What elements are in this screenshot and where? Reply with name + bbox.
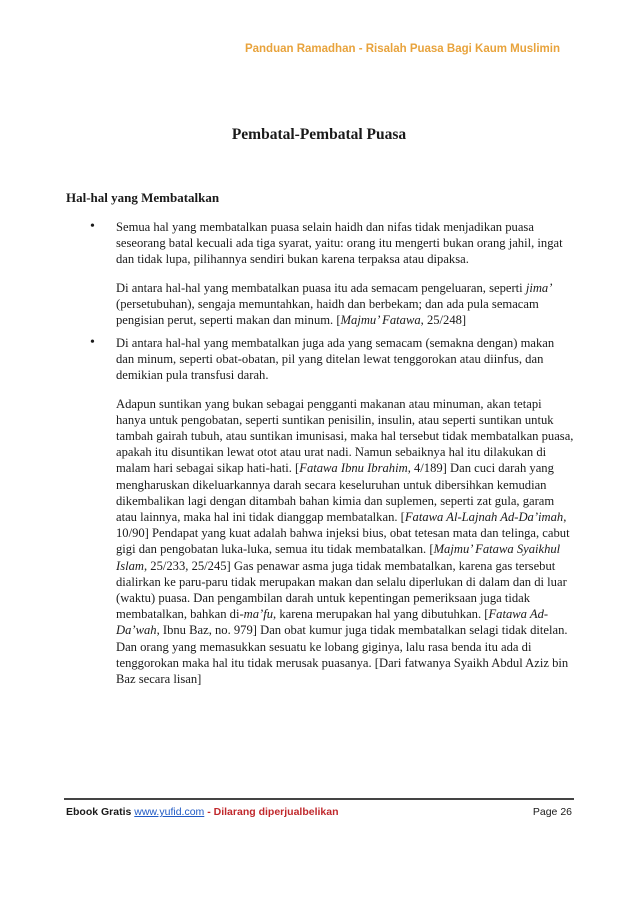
text-span: (persetubuhan), sengaja memuntahkan, haidh dan berbekam; dan ada pula semacam pengisian perut, seperti makan dan minum. [ (116, 296, 539, 328)
citation-title: Fatawa Al-Lajnah Ad-Da’imah (404, 510, 564, 525)
page-title: Pembatal-Pembatal Puasa (231, 126, 407, 143)
footer-prefix: Ebook Gratis (66, 806, 135, 818)
paragraph: Di antara hal-hal yang membatalkan juga ada yang semacam (semakna dengan) makan dan minum, seperti obat-obatan, pil yang ditelan lewat tenggorokan atau diinfus, dan demikian pula transfusi darah. (116, 336, 555, 383)
running-header: Panduan Ramadhan - Risalah Puasa Bagi Kaum Muslimin (244, 43, 560, 55)
footer-left (66, 806, 339, 818)
footer-divider (64, 798, 574, 800)
section-heading: Hal-hal yang Membatalkan (66, 190, 220, 205)
bullet-icon: • (90, 219, 95, 234)
page-number: Page 26 (532, 806, 572, 818)
text-span: , 4/189] Dan cuci darah yang mengharuskan dikeluarkannya darah secara keseluruhan untuk dibersihkan kemudian dikembalikan lagi dengan ditambah bahan kimia dan suplemen, seperti zat gula, garam atau lainnya, maka hal ini tidak dianggap membatalkan. [ (116, 461, 555, 525)
paragraph (116, 396, 574, 688)
text-span: , karena merupakan hal yang dibutuhkan. [ (273, 607, 489, 622)
text-span: , 10/90] Pendapat yang kuat adalah bahwa injeksi bius, obat tetesan mata dan telinga, cabut gigi dan pengobatan luka-luka, semua itu tidak membatalkan. [ (116, 510, 570, 557)
citation-title: Fatawa Ad-Da’wah (116, 607, 549, 638)
text-span: Di antara hal-hal yang membatalkan puasa itu ada semacam pengeluaran, seperti (116, 280, 526, 295)
footer-notice: Dilarang diperjualbelikan (213, 806, 339, 818)
citation-title: Majmu’ Fatawa (340, 313, 421, 328)
website-link[interactable]: www.yufid.com (134, 806, 205, 818)
text-span: , Ibnu Baz, no. 979] Dan obat kumur juga tidak membatalkan selagi tidak ditelan. Dan orang yang memasukkan sesuatu ke lobang giginya, lalu rasa benda itu ada di tenggorokan maka hal itu tidak merusak puasanya. [Dari fatwanya Syaikh Abdul Aziz bin Baz secara lisan] (116, 623, 569, 687)
paragraph: Semua hal yang membatalkan puasa selain haidh dan nifas tidak menjadikan puasa seseorang batal kecuali ada tiga syarat, yaitu: orang itu mengerti bukan orang jahil, ingat dan tidak lupa, pilihannya sendiri bukan karena terpaksa atau dipaksa. (116, 220, 563, 267)
bullet-item-2 (90, 335, 574, 699)
italic-term: jima’ (525, 280, 553, 295)
paragraph (116, 280, 574, 329)
bullet-icon: • (90, 335, 95, 350)
text-span: , 25/248] (420, 313, 467, 328)
text-span: Adapun suntikan yang bukan sebagai pengganti makanan atau minuman, akan tetapi hanya untuk pengobatan, seperti suntikan penisilin, insulin, atau seperti suntikan untuk tambah gairah tubuh, atau suntikan imunisasi, maka hal tersebut tidak membatalkan puasa, apakah itu disuntikan lewat otot atau urat nadi. Namun sebaiknya hal itu dilakukan di malam hari sebagai sikap hati-hati. [ (116, 396, 574, 476)
footer-separator: - (204, 806, 214, 818)
bullet-item-1 (90, 219, 574, 340)
citation-title: Majmu’ Fatawa Syaikhul Islam (116, 542, 561, 573)
italic-term: ma’fu (243, 607, 274, 622)
citation-title: Fatawa Ibnu Ibrahim (299, 461, 408, 476)
text-span: , 25/233, 25/245] Gas penawar asma juga tidak membatalkan, karena gas tersebut dialirkan ke paru-paru tidak merupakan makan dan selalu diperlukan di dalam dan di luar (waktu) puasa. Dan pengambilan darah untuk kepentingan pemeriksaan juga tidak membatalkan, bahkan di- (116, 558, 567, 622)
